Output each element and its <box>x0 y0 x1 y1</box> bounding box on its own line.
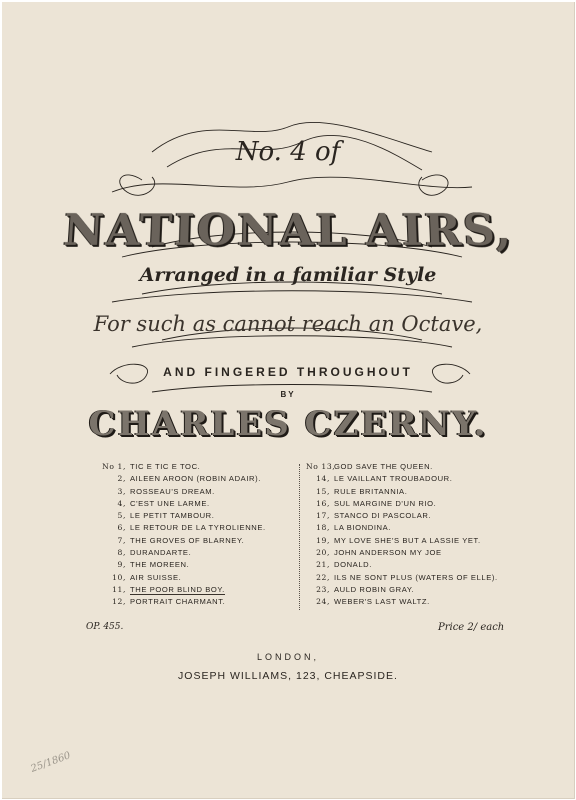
contents-item: 10, AIR SUISSE. <box>112 572 182 582</box>
contents-item: 15, RULE BRITANNIA. <box>316 486 408 496</box>
contents-item: 14, LE VAILLANT TROUBADOUR. <box>316 474 453 484</box>
contents-item: 17, STANCO DI PASCOLAR. <box>316 511 432 521</box>
contents-item: 7, THE GROVES OF BLARNEY. <box>117 535 245 545</box>
contents-item: 23, AULD ROBIN GRAY. <box>316 584 415 594</box>
contents-item: 18, LA BIONDINA. <box>316 523 391 533</box>
contents-item: No 13,GOD SAVE THE QUEEN. <box>306 462 433 471</box>
subtitle-fingered: AND FINGERED THROUGHOUT <box>163 365 413 379</box>
contents-item: 8, DURANDARTE. <box>117 548 192 558</box>
contents-item: 19, MY LOVE SHE'S BUT A LASSIE YET. <box>316 535 481 545</box>
opus-number: OP. 455. <box>86 622 124 632</box>
contents-item: 22, ILS NE SONT PLUS (WATERS OF ELLE). <box>316 572 498 582</box>
contents-item: 20, JOHN ANDERSON MY JOE <box>316 548 442 558</box>
contents-item: 5, LE PETIT TAMBOUR. <box>117 511 215 521</box>
price: Price 2/ each <box>438 622 505 633</box>
contents-left-column <box>102 462 302 610</box>
contents-item: 9, THE MOREEN. <box>117 560 190 570</box>
contents-item: 16, SUL MARGINE D'UN RIO. <box>316 498 437 508</box>
subtitle-arranged: Arranged in a familiar Style <box>139 264 437 286</box>
contents-right-column <box>306 462 546 610</box>
handwritten-note: 25/1860 <box>29 750 73 775</box>
contents-item-marked: 11, THE POOR BLIND BOY. <box>112 584 225 594</box>
composer-name: CHARLES CZERNY. <box>88 404 488 444</box>
contents-item: 6, LE RETOUR DE LA TYROLIENNE. <box>117 523 266 533</box>
subtitle-octave: For such as cannot reach an Octave, <box>93 312 483 336</box>
contents-item: 12, PORTRAIT CHARMANT. <box>112 597 226 607</box>
main-title: NATIONAL AIRS, <box>61 205 515 256</box>
contents-item: 4, C'EST UNE LARME. <box>117 498 210 508</box>
contents-item: No 1, TIC E TIC E TOC. <box>102 462 201 471</box>
series-number: No. 4 of <box>235 137 341 167</box>
contents-item: 21, DONALD. <box>316 560 372 570</box>
title-page <box>2 2 575 799</box>
publisher-name: JOSEPH WILLIAMS, 123, CHEAPSIDE. <box>178 670 398 682</box>
contents-item: 2, AILEEN AROON (ROBIN ADAIR). <box>117 474 261 484</box>
by-label: BY <box>280 390 296 399</box>
column-divider <box>299 464 300 610</box>
publisher-city: LONDON, <box>256 652 319 662</box>
contents-item: 24, WEBER'S LAST WALTZ. <box>316 597 430 607</box>
contents-item: 3, ROSSEAU'S DREAM. <box>117 486 215 496</box>
